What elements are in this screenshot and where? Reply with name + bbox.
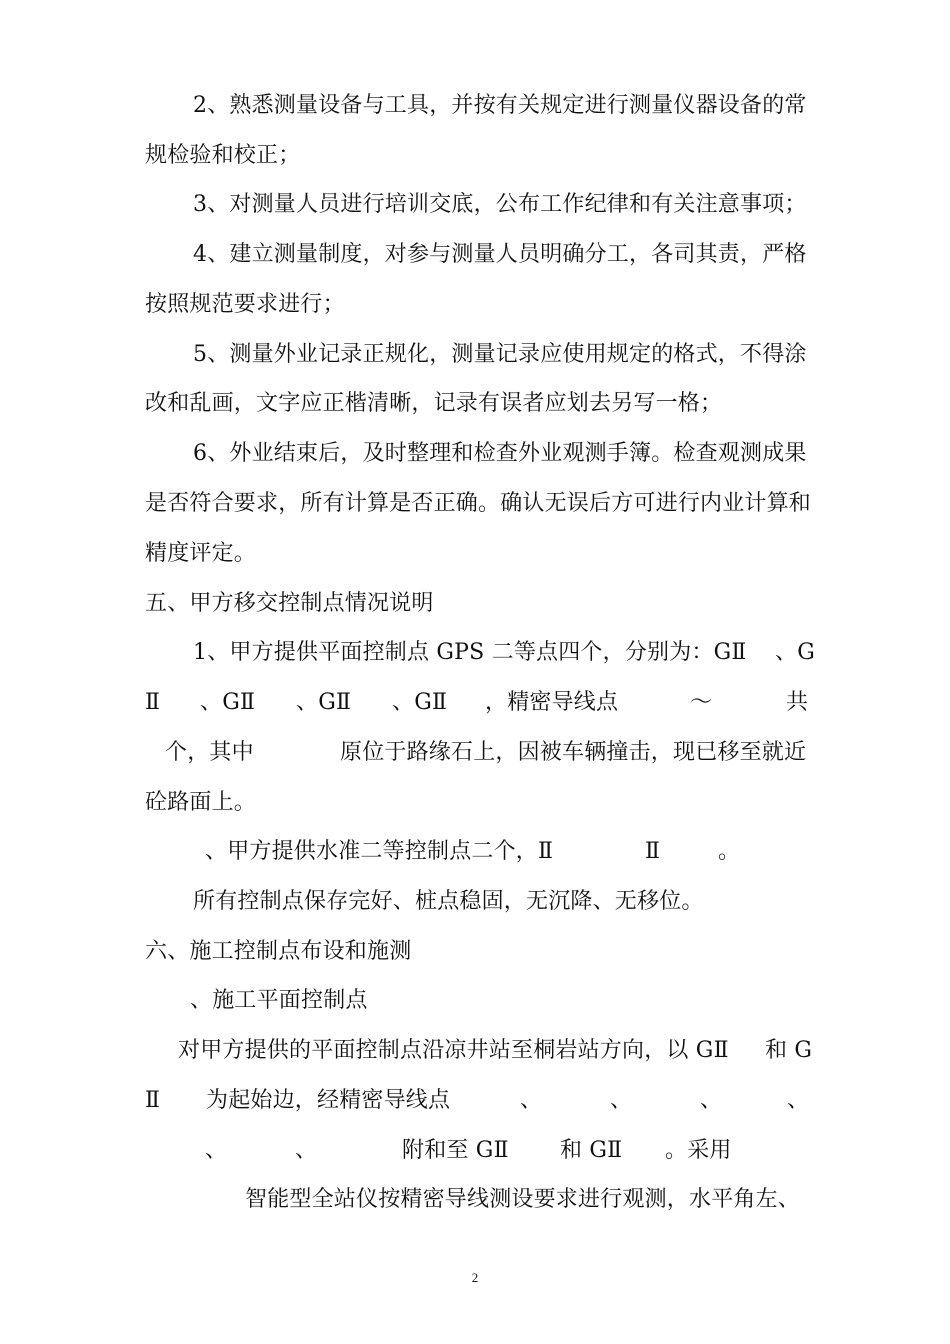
text-line: 规检验和校正；: [145, 143, 301, 168]
text-segment: 。采用: [665, 1138, 732, 1163]
text-line: 2、熟悉测量设备与工具，并按有关规定进行测量仪器设备的常: [193, 93, 807, 118]
text-segment: Ⅱ: [645, 839, 661, 864]
text-segment: Ⅱ: [145, 1088, 161, 1113]
subsection-heading: 、施工平面控制点: [190, 988, 368, 1013]
text-line: 砼路面上。: [145, 790, 257, 815]
text-segment: 个，其中: [165, 740, 254, 765]
text-segment: Ⅱ: [145, 690, 161, 715]
text-segment: 、甲方提供水准二等控制点二个，Ⅱ: [205, 839, 554, 864]
page-number: 2: [471, 1270, 479, 1285]
text-segment: 、: [700, 1088, 723, 1113]
text-line: 所有控制点保存完好、桩点稳固，无沉降、无移位。: [193, 889, 704, 914]
text-segment: 、: [787, 1088, 810, 1113]
text-segment: 、GⅡ: [392, 690, 448, 715]
text-segment: 原位于路缘石上，因被车辆撞击，现已移至就近: [340, 740, 807, 765]
text-segment: 、: [520, 1088, 543, 1113]
text-segment: 、: [295, 1138, 318, 1163]
text-segment: 为起始边，经精密导线点: [206, 1088, 451, 1113]
text-line: 是否符合要求，所有计算是否正确。确认无误后方可进行内业计算和: [145, 491, 812, 516]
text-line: 3、对测量人员进行培训交底，公布工作纪律和有关注意事项；: [193, 192, 807, 217]
text-line: 4、建立测量制度，对参与测量人员明确分工，各司其责，严格: [193, 242, 807, 267]
text-segment: 。: [718, 839, 741, 864]
text-segment: 和 G: [765, 1038, 813, 1063]
text-segment: 、G: [775, 640, 815, 665]
text-segment: 、GⅡ: [296, 690, 352, 715]
text-line: 5、测量外业记录正规化，测量记录应使用规定的格式，不得涂: [193, 342, 807, 367]
text-line: 按照规范要求进行；: [145, 292, 345, 317]
text-line: 智能型全站仪按精密导线测设要求进行观测，水平角左、: [245, 1187, 801, 1212]
text-line: 改和乱画，文字应正楷清晰，记录有误者应划去另写一格；: [145, 391, 723, 416]
text-line: 1、甲方提供平面控制点 GPS 二等点四个，分别为：GⅡ: [193, 640, 747, 665]
text-line: 6、外业结束后，及时整理和检查外业观测手簿。检查观测成果: [193, 441, 807, 466]
section-heading: 五、甲方移交控制点情况说明: [145, 591, 434, 616]
text-segment: 和 GⅡ: [560, 1138, 623, 1163]
text-segment: 附和至 GⅡ: [402, 1138, 509, 1163]
text-segment: 对甲方提供的平面控制点沿凉井站至桐岩站方向，以 GⅡ: [178, 1038, 729, 1063]
text-segment: ，精密导线点: [485, 690, 619, 715]
text-line: 精度评定。: [145, 541, 257, 566]
text-segment: 、: [610, 1088, 633, 1113]
section-heading: 六、施工控制点布设和施测: [145, 939, 412, 964]
text-segment: 共: [786, 690, 809, 715]
text-segment: 、GⅡ: [200, 690, 256, 715]
text-segment: ～: [690, 690, 713, 715]
text-segment: 、: [205, 1138, 228, 1163]
